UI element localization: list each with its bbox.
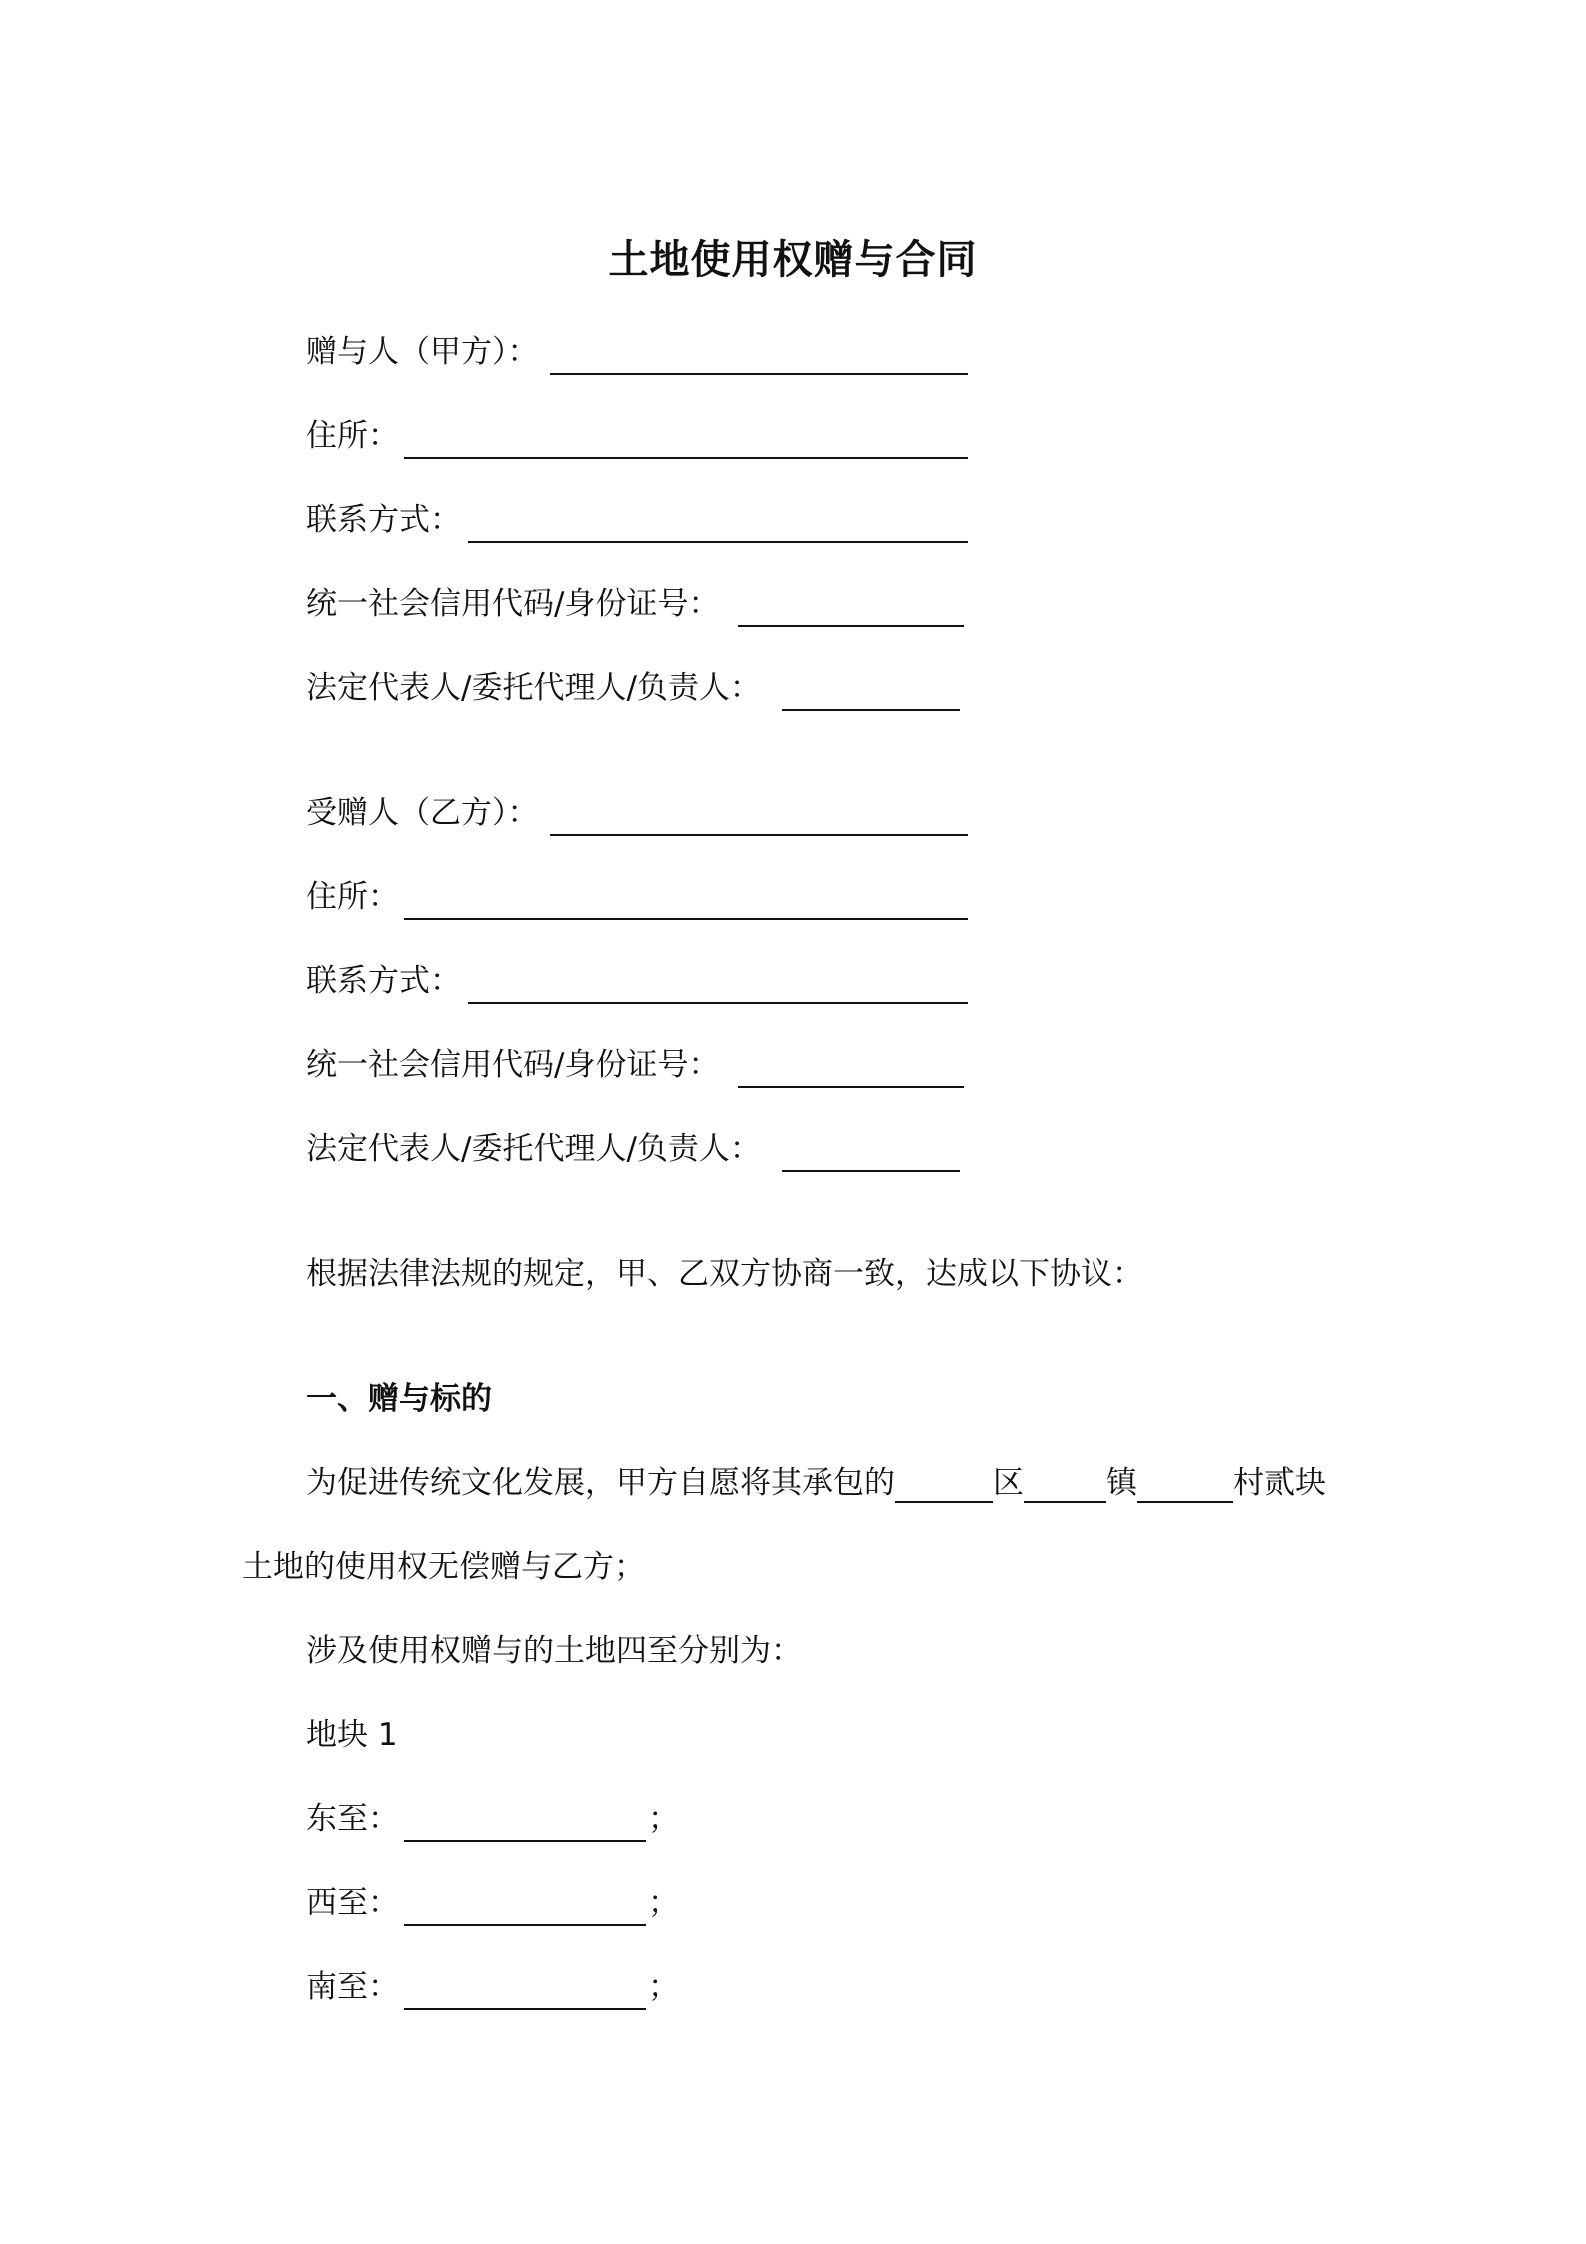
plot-1-label: 地块 1 — [306, 1717, 398, 1753]
section-1-para-end: 土地的使用权无偿赠与乙方； — [242, 1549, 645, 1585]
west-boundary-label: 西至： — [306, 1885, 399, 1921]
south-boundary-field[interactable] — [404, 2008, 646, 2010]
village-label: 村贰块 — [1233, 1465, 1326, 1501]
preamble-text: 根据法律法规的规定，甲、乙双方协商一致，达成以下协议： — [306, 1256, 1143, 1292]
party-a-contact-label: 联系方式： — [306, 502, 461, 538]
east-boundary-field[interactable] — [404, 1840, 646, 1842]
south-boundary-label: 南至： — [306, 1969, 399, 2005]
party-b-name-label: 受赠人（乙方）： — [306, 795, 539, 831]
west-boundary-field[interactable] — [404, 1924, 646, 1926]
boundary-intro: 涉及使用权赠与的土地四至分别为： — [306, 1633, 802, 1669]
party-b-name-field[interactable] — [550, 834, 968, 836]
party-a-rep-field[interactable] — [782, 709, 960, 711]
party-a-address-field[interactable] — [404, 457, 968, 459]
party-b-id-label: 统一社会信用代码/身份证号： — [306, 1047, 720, 1083]
party-b-contact-field[interactable] — [468, 1002, 968, 1004]
party-a-name-field[interactable] — [550, 373, 968, 375]
party-a-name-label: 赠与人（甲方）： — [306, 334, 539, 370]
town-label: 镇 — [1106, 1465, 1137, 1501]
party-b-rep-field[interactable] — [782, 1170, 960, 1172]
town-field[interactable] — [1024, 1467, 1106, 1503]
west-semicolon: ； — [648, 1885, 679, 1921]
document-title: 土地使用权赠与合同 — [608, 237, 978, 283]
district-field[interactable] — [895, 1467, 993, 1503]
party-b-address-label: 住所： — [306, 879, 399, 915]
section-1-paragraph-line-1 — [306, 1463, 1326, 1503]
east-boundary-label: 东至： — [306, 1801, 399, 1837]
south-semicolon: ； — [648, 1969, 679, 2005]
section-1-para-start: 为促进传统文化发展，甲方自愿将其承包的 — [306, 1465, 895, 1501]
party-a-rep-label: 法定代表人/委托代理人/负责人： — [306, 670, 761, 706]
section-1-heading: 一、赠与标的 — [306, 1381, 492, 1417]
party-b-id-field[interactable] — [738, 1086, 964, 1088]
party-a-id-label: 统一社会信用代码/身份证号： — [306, 586, 720, 622]
party-b-contact-label: 联系方式： — [306, 963, 461, 999]
party-a-id-field[interactable] — [738, 625, 964, 627]
east-semicolon: ； — [648, 1801, 679, 1837]
party-a-contact-field[interactable] — [468, 541, 968, 543]
party-b-address-field[interactable] — [404, 918, 968, 920]
district-label: 区 — [993, 1465, 1024, 1501]
village-field[interactable] — [1137, 1467, 1233, 1503]
party-b-rep-label: 法定代表人/委托代理人/负责人： — [306, 1131, 761, 1167]
party-a-address-label: 住所： — [306, 418, 399, 454]
